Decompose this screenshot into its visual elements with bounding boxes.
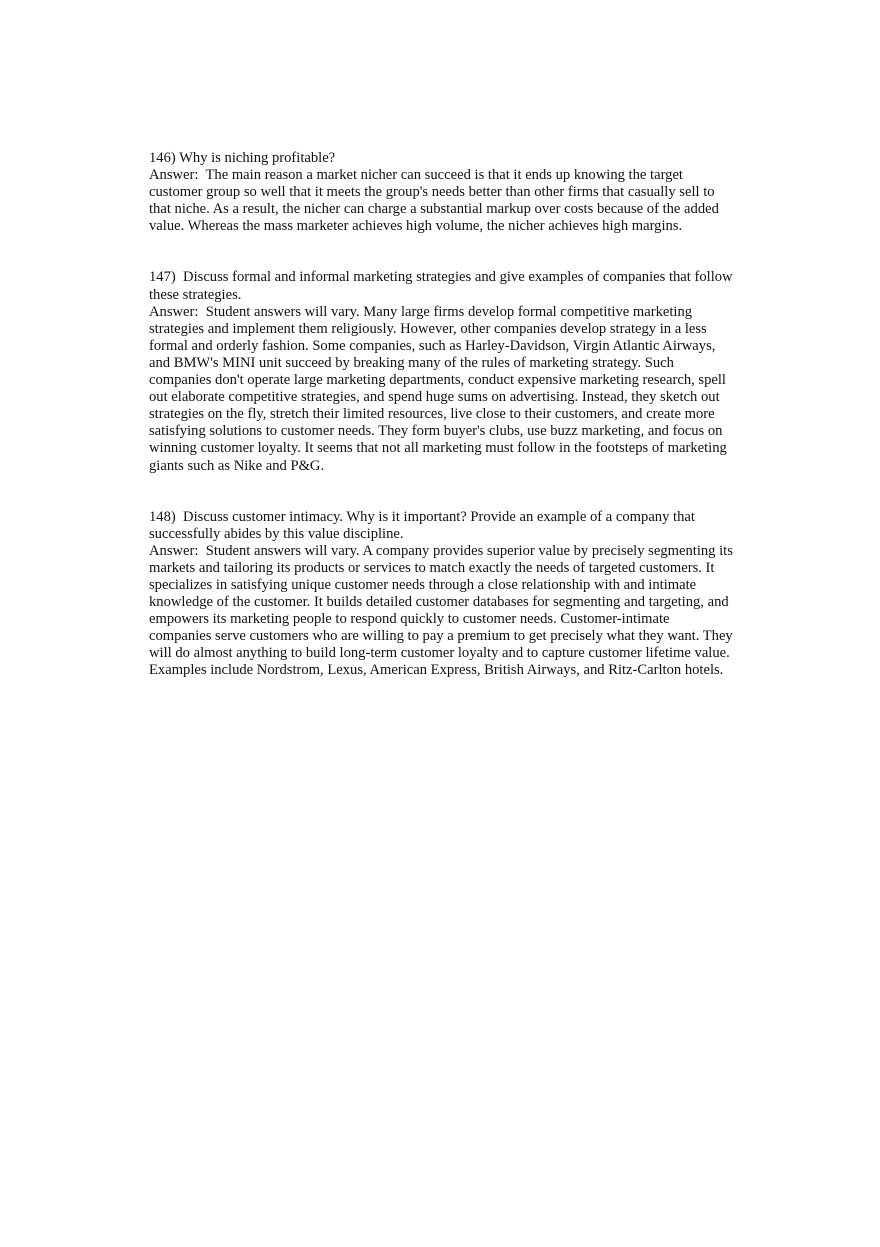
- question-block-147: [149, 269, 737, 474]
- page-content: [149, 150, 737, 680]
- question-block-148: [149, 508, 737, 680]
- answer-text: Answer: The main reason a market nicher can succeed is that it ends up knowing the target customer group so well that it meets the group's needs better than other firms that casually sell to that niche. As a result, the nicher can charge a substantial markup over costs because of the added value. Whereas the mass marketer achieves high volume, the nicher achieves high margins.: [149, 167, 723, 235]
- question-text: 146) Why is niching profitable?: [149, 150, 336, 166]
- answer-text: Answer: Student answers will vary. Many large firms develop formal competitive marketing strategies and implement them religiously. However, other companies develop strategy in a less formal and orderly fashion. Some companies, such as Harley-Davidson, Virgin Atlantic Airways, and BMW's MINI unit succeed by breaking many of the rules of marketing strategy. Such companies don't operate large marketing departments, conduct expensive marketing research, spell out elaborate competitive strategies, and spend huge sums on advertising. Instead, they sketch out strategies on the fly, stretch their limited resources, live close to their customers, and create more satisfying solutions to customer needs. They form buyer's clubs, use buzz marketing, and focus on winning customer loyalty. It seems that not all marketing must follow in the footsteps of marketing giants such as Nike and P&G.: [149, 303, 731, 474]
- question-text: 147) Discuss formal and informal marketing strategies and give examples of companies that follow these strategies.: [149, 269, 737, 303]
- answer-text: Answer: Student answers will vary. A company provides superior value by precisely segmenting its markets and tailoring its products or services to match exactly the needs of targeted customers. It specializes in satisfying unique customer needs through a close relationship with and intimate knowledge of the customer. It builds detailed customer databases for segmenting and targeting, and empowers its marketing people to respond quickly to customer needs. Customer-intimate companies serve customers who are willing to pay a premium to get precisely what they want. They will do almost anything to build long-term customer loyalty and to capture customer lifetime value. Examples include Nordstrom, Lexus, American Express, British Airways, and Ritz-Carlton hotels.: [149, 542, 737, 679]
- question-text: 148) Discuss customer intimacy. Why is it important? Provide an example of a company that successfully abides by this value discipline.: [149, 508, 699, 542]
- question-block-146: [149, 150, 734, 235]
